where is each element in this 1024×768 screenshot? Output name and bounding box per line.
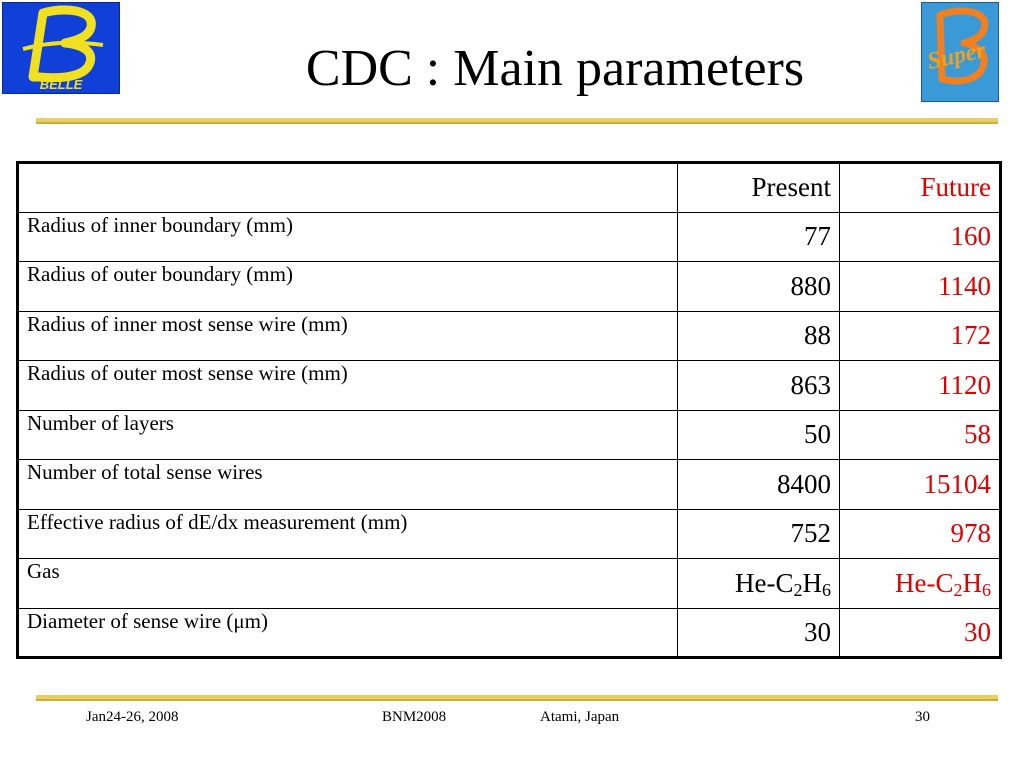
row-label: Diameter of sense wire (μm) [18, 608, 678, 658]
gas-subscript: 6 [822, 579, 831, 600]
future-value: 1120 [840, 361, 1001, 411]
present-value: 88 [678, 311, 840, 361]
table-row [18, 509, 1001, 559]
header-empty-cell [18, 163, 678, 213]
page-title: CDC : Main parameters [305, 40, 805, 97]
gas-subscript: 2 [953, 579, 963, 600]
row-label: Radius of inner most sense wire (mm) [18, 311, 678, 361]
future-value: 1140 [840, 262, 1001, 312]
gas-subscript: 2 [793, 579, 803, 600]
present-value: 50 [678, 410, 840, 460]
row-label: Effective radius of dE/dx measurement (mm) [18, 509, 678, 559]
belle-logo-text: BELLE [39, 77, 83, 92]
table-row [18, 212, 1001, 262]
present-value: 863 [678, 361, 840, 411]
table-row [18, 460, 1001, 510]
super-logo-text: Super [925, 37, 988, 75]
footer-date: Jan24-26, 2008 [86, 709, 179, 725]
table-row [18, 559, 1001, 609]
future-value: 58 [840, 410, 1001, 460]
future-value: 160 [840, 212, 1001, 262]
table-header-row [18, 163, 1001, 213]
table-row [18, 361, 1001, 411]
present-value: 752 [678, 509, 840, 559]
table-row [18, 311, 1001, 361]
gas-part: H [802, 567, 822, 598]
parameters-table [16, 161, 1002, 659]
footer-conference: BNM2008 [382, 709, 447, 725]
future-value: 30 [840, 608, 1001, 658]
top-divider [36, 118, 998, 122]
table-row [18, 410, 1001, 460]
gas-part: He-C [735, 567, 794, 598]
table-row [18, 608, 1001, 658]
header-present: Present [678, 163, 840, 213]
page-number: 30 [915, 709, 930, 725]
bottom-divider [36, 695, 998, 699]
row-label: Radius of outer boundary (mm) [18, 262, 678, 312]
gas-part: H [962, 567, 982, 598]
future-value: 172 [840, 311, 1001, 361]
row-label: Number of layers [18, 410, 678, 460]
row-label: Radius of inner boundary (mm) [18, 212, 678, 262]
future-value: 15104 [840, 460, 1001, 510]
present-value: 880 [678, 262, 840, 312]
gas-subscript: 6 [982, 579, 991, 600]
future-value: 978 [840, 509, 1001, 559]
row-label: Gas [18, 559, 678, 609]
present-value: 8400 [678, 460, 840, 510]
header-future: Future [840, 163, 1001, 213]
present-value: 30 [678, 608, 840, 658]
future-value [840, 559, 1001, 609]
row-label: Number of total sense wires [18, 460, 678, 510]
present-value [678, 559, 840, 609]
row-label: Radius of outer most sense wire (mm) [18, 361, 678, 411]
present-value: 77 [678, 212, 840, 262]
gas-part: He-C [895, 567, 954, 598]
table-row [18, 262, 1001, 312]
footer-location: Atami, Japan [540, 709, 620, 725]
